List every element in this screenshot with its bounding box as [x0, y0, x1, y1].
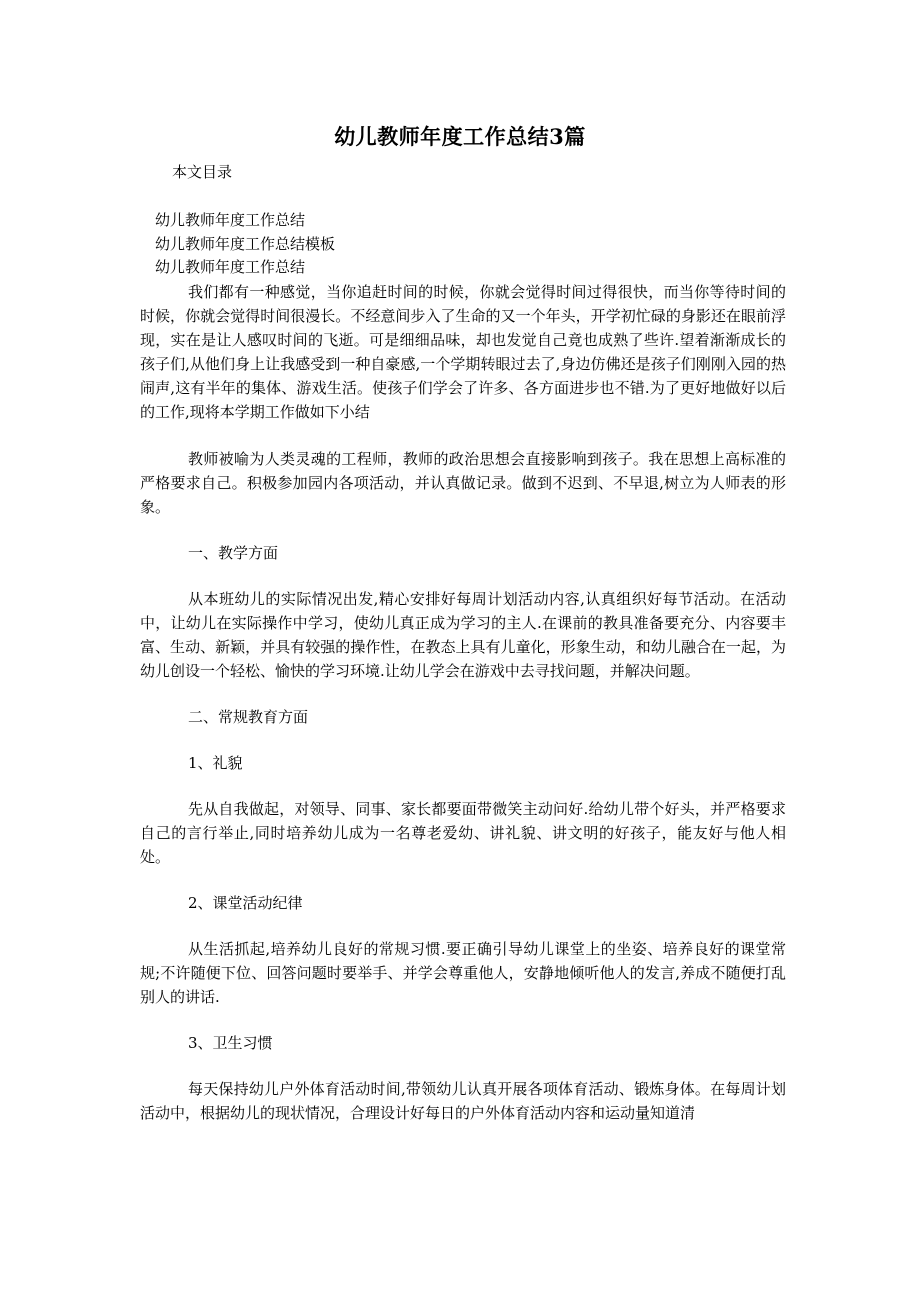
- document-body: [140, 280, 786, 1125]
- toc-item[interactable]: 幼儿教师年度工作总结: [155, 258, 306, 276]
- subheading-manners: 1、礼貌: [188, 754, 243, 772]
- hygiene-paragraph: 每天保持幼儿户外体育活动时间,带领幼儿认真开展各项体育活动、锻炼身体。在每周计划活动中，根据幼儿的现状情况，合理设计好每日的户外体育活动内容和运动量知道清: [140, 1080, 786, 1122]
- section-heading-teaching: 一、教学方面: [188, 544, 279, 562]
- toc-heading: 本文目录: [172, 163, 233, 181]
- section-heading-routine: 二、常规教育方面: [188, 708, 309, 726]
- document-title: 幼儿教师年度工作总结3篇: [334, 124, 586, 149]
- toc-item[interactable]: 幼儿教师年度工作总结: [155, 211, 306, 229]
- subheading-discipline: 2、课堂活动纪律: [188, 894, 303, 912]
- discipline-paragraph: 从生活抓起,培养幼儿良好的常规习惯.要正确引导幼儿课堂上的坐姿、培养良好的课堂常规;不许随便下位、回答问题时要举手、并学会尊重他人，安静地倾听他人的发言,养成不随便打乱别人的讲话.: [140, 940, 786, 1006]
- toc-item[interactable]: 幼儿教师年度工作总结模板: [155, 234, 336, 253]
- manners-paragraph: 先从自我做起，对领导、同事、家长都要面带微笑主动问好.给幼儿带个好头，并严格要求自己的言行举止,同时培养幼儿成为一名尊老爱幼、讲礼貌、讲文明的好孩子，能友好与他人相处。: [140, 800, 786, 866]
- politics-paragraph: 教师被喻为人类灵魂的工程师，教师的政治思想会直接影响到孩子。我在思想上高标准的严格要求自己。积极参加园内各项活动，并认真做记录。做到不迟到、不早退,树立为人师表的形象。: [140, 450, 786, 516]
- table-of-contents: [155, 209, 335, 280]
- intro-paragraph: 我们都有一种感觉，当你追赶时间的时候，你就会觉得时间过得很快，而当你等待时间的时候，你就会觉得时间很漫长。不经意间步入了生命的又一个年头，开学初忙碌的身影还在眼前浮现，实在是让人感叹时间的飞逝。可是细细品味，却也发觉自己竟也成熟了些许.望着渐渐成长的孩子们,从他们身上让我感受到一种自豪感,一个学期转眼过去了,身边仿佛还是孩子们刚刚入园的热闹声,这有半年的集体、游戏生活。使孩子们学会了许多、各方面进步也不错.为了更好地做好以后的工作,现将本学期工作做如下小结: [140, 283, 786, 421]
- teaching-paragraph: 从本班幼儿的实际情况出发,精心安排好每周计划活动内容,认真组织好每节活动。在活动中，让幼儿在实际操作中学习，使幼儿真正成为学习的主人.在课前的教具准备要充分、内容要丰富、生动、新颖，并具有较强的操作性，在教态上具有儿童化，形象生动，和幼儿融合在一起，为幼儿创设一个轻松、愉快的学习环境.让幼儿学会在游戏中去寻找问题，并解决问题。: [140, 590, 786, 680]
- subheading-hygiene: 3、卫生习惯: [188, 1034, 273, 1052]
